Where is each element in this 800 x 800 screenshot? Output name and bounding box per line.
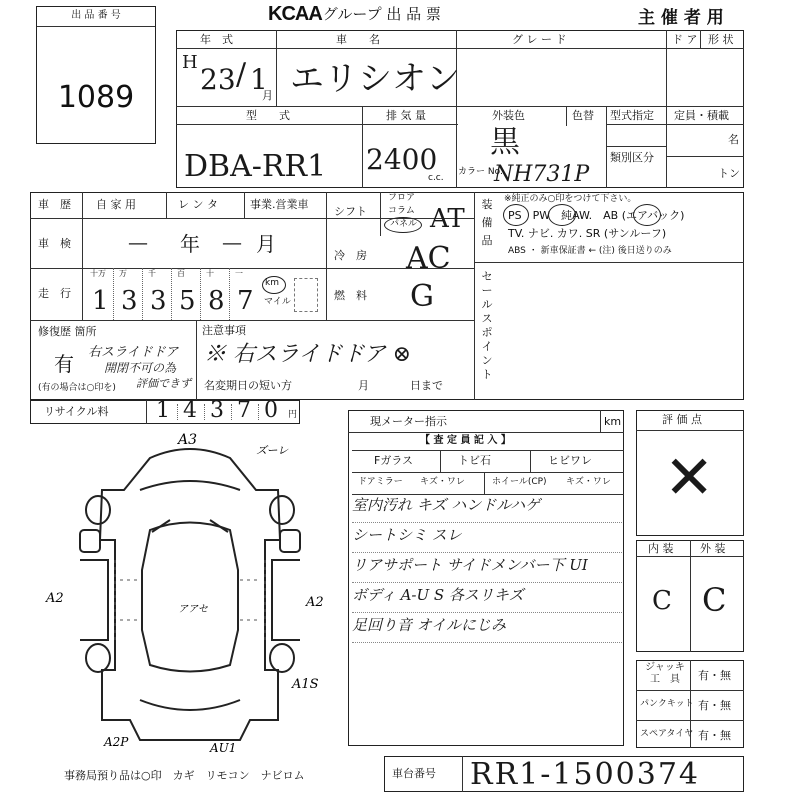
inspector-note: 室内汚れ キズ ハンドルハゲ [352, 496, 541, 514]
mark-au1: AU1 [210, 741, 237, 755]
car-damage-diagram [46, 430, 340, 760]
inspection-year-unit: 年 [180, 232, 200, 256]
era: H [182, 52, 198, 73]
recycle-digit: 3 [210, 398, 224, 423]
inspection-month: — [222, 230, 242, 254]
note-rule [352, 642, 622, 643]
note-rule [352, 582, 622, 583]
mark-a1s: A1S [292, 677, 319, 692]
ac-label: 冷 房 [334, 249, 367, 262]
pw-circle [548, 204, 576, 226]
lot-number: 1089 [57, 80, 135, 115]
due-label: 名変期日の短い方 [204, 379, 292, 392]
ps-circle [503, 204, 529, 226]
mile-check[interactable] [294, 278, 318, 312]
car-name-label: 車 名 [336, 33, 380, 46]
mileage-unit-label: 一 [235, 269, 243, 278]
history-label: 車 歴 [38, 198, 71, 211]
due-month: 月 [358, 379, 369, 392]
inspector-title: 【 査 定 員 記 入 】 [420, 435, 511, 446]
glass-label[interactable]: Fガラス [374, 454, 413, 467]
equipment-row3[interactable]: ABS ・ 新車保証書 ← (注) 後日送りのみ [508, 246, 672, 256]
inspector-note: ボディ A-U S 各スリキズ [352, 586, 524, 604]
model-label: 型 式 [246, 109, 290, 122]
mirror-label[interactable]: ドアミラー [358, 477, 403, 487]
mark-a2-right: A2 [306, 595, 324, 610]
mark-a3: A3 [178, 432, 198, 448]
meter-unit: km [604, 415, 622, 428]
mileage-unit-label: 十 [206, 269, 214, 278]
class-label: 類別区分 [610, 151, 654, 164]
jack-option[interactable]: 有・無 [698, 669, 731, 682]
history-private[interactable]: 自 家 用 [96, 198, 136, 211]
shift-panel[interactable]: パネル [390, 219, 418, 229]
mark-a2p: A2P [104, 735, 129, 749]
grade-label: グ レ ー ド [512, 33, 567, 46]
panel-circle [384, 217, 422, 233]
equipment-label: 装 備 品 [481, 198, 493, 247]
doors-label: ド ア [672, 33, 698, 46]
exterior-label: 外 装 [700, 542, 726, 555]
capacity-label: 定員・積載 [674, 109, 729, 122]
mileage-cell [84, 268, 114, 320]
caution-label: 注意事項 [202, 324, 246, 337]
wheel-label[interactable]: ホイール(CP) [492, 477, 547, 487]
inspector-note: 足回り音 オイルにじみ [352, 616, 507, 634]
mark-zure: ズーレ [256, 444, 289, 457]
note-rule [352, 522, 622, 523]
repair-note-1: 右スライドドア [88, 345, 179, 360]
chassis-label: 車台番号 [392, 767, 436, 780]
shift-label: シフト [334, 205, 367, 218]
shift-floor[interactable]: フロア [388, 193, 416, 203]
sales-point-label: セールスポイント [481, 270, 493, 381]
ab-circle [633, 204, 661, 226]
mileage-label: 走 行 [38, 287, 71, 300]
inspector-note: シートシミ スレ [352, 526, 462, 544]
spare-label: スペアタイヤ [640, 729, 694, 739]
mileage-digit: 7 [237, 286, 254, 316]
repair-note-2: 開閉不可の為 [104, 361, 177, 375]
displacement-label: 排 気 量 [386, 109, 426, 122]
mile-unit: マイル [264, 297, 291, 307]
recycle-digit: 0 [264, 398, 278, 423]
form-title: .グループ 出 品 票 [318, 5, 441, 23]
glass-crack[interactable]: ヒビワレ [548, 454, 592, 467]
cc-unit: c.c. [428, 173, 444, 183]
equipment-row1[interactable]: PS PW 純AW. AB (エアバック) [508, 209, 685, 222]
mileage-digit: 1 [92, 286, 109, 316]
history-rental[interactable]: レ ン タ [178, 198, 218, 211]
ton-unit: トン [718, 167, 740, 180]
mileage-cell [200, 268, 230, 320]
lot-number-box [36, 6, 156, 144]
type-spec-label: 型式指定 [610, 109, 654, 122]
recycle-divider [231, 404, 232, 420]
color-no-label: カラー No. [458, 167, 503, 177]
interior-label: 内 装 [648, 542, 674, 555]
shift-column[interactable]: コラム [388, 206, 415, 216]
color-change-label: 色替 [572, 109, 594, 122]
ac-value: AC [406, 241, 451, 276]
equipment-note: ※純正のみ○印をつけて下さい。 [504, 194, 637, 204]
body-label: 形 状 [708, 33, 734, 46]
inspection-month-unit: 月 [256, 232, 276, 256]
mileage-digit: 5 [179, 286, 196, 316]
year-slash: / [236, 57, 247, 92]
office-note: 事務局預り品は○印 カギ リモコン ナビロム [64, 769, 305, 782]
meter-label: 現メーター指示 [370, 415, 447, 428]
month-unit: 月 [262, 89, 273, 102]
mileage-cell [142, 268, 172, 320]
year-label: 年 式 [200, 33, 233, 46]
recycle-divider [204, 404, 205, 420]
mileage-cell [113, 268, 143, 320]
recycle-digit: 7 [237, 398, 251, 423]
car-name: エリシオン [290, 59, 460, 99]
mileage-digit: 3 [121, 286, 138, 316]
exterior-color: 黒 [490, 125, 520, 160]
organizer-label: 主 催 者 用 [638, 8, 724, 28]
fuel-label: 燃 料 [334, 289, 367, 302]
recycle-digit: 4 [183, 398, 197, 423]
shift-value: AT [430, 204, 465, 234]
mileage-unit-label: 万 [119, 269, 127, 278]
recycle-digit: 1 [156, 398, 170, 423]
lot-number-label: 出 品 番 号 [71, 10, 121, 21]
repair-sub: (有の場合は○印を) [38, 383, 116, 393]
recycle-divider [177, 404, 178, 420]
mirror-state[interactable]: キズ・ワレ [420, 477, 465, 487]
jack-label: ジャッキ 工 具 [645, 662, 685, 685]
model-code: DBA-RR1 [184, 149, 327, 184]
mileage-cell [171, 268, 201, 320]
grade-value: ✕ [664, 443, 715, 513]
seats-unit: 名 [728, 133, 739, 146]
model-year: 23 [200, 63, 236, 96]
note-rule [352, 552, 622, 553]
spare-option[interactable]: 有・無 [698, 729, 731, 742]
exterior-grade: C [702, 581, 727, 619]
model-month: 1 [250, 63, 268, 96]
mileage-digit: 8 [208, 286, 225, 316]
color-label: 外装色 [492, 109, 525, 122]
mileage-unit-label: 百 [177, 269, 185, 278]
inspection-year: — [128, 230, 148, 254]
caution-text: ※ 右スライドドア ⊗ [204, 342, 412, 367]
repair-label: 修復歴 箇所 [38, 325, 97, 338]
recycle-unit: 円 [288, 410, 298, 420]
mileage-cell [229, 268, 258, 320]
mileage-digit: 3 [150, 286, 167, 316]
equipment-row2[interactable]: TV. ナビ. カワ. SR (サンルーフ) [508, 227, 667, 240]
glass-chip[interactable]: トビ石 [458, 454, 491, 467]
inspection-label: 車 検 [38, 237, 71, 250]
puncture-option[interactable]: 有・無 [698, 699, 731, 712]
puncture-label: パンクキット [640, 699, 694, 709]
repair-note-3: 評価できず [136, 377, 191, 390]
wheel-state[interactable]: キズ・ワレ [566, 477, 611, 487]
displacement: 2400 [366, 143, 438, 176]
fuel-value: G [410, 279, 434, 314]
recycle-label: リサイクル料 [44, 405, 109, 418]
chassis-number: RR1-1500374 [470, 757, 701, 792]
brand-logo: KCAA [268, 3, 322, 25]
recycle-divider [258, 404, 259, 420]
history-business[interactable]: 事業.営業車 [250, 198, 309, 211]
interior-grade: C [652, 586, 672, 616]
mark-roof: アアセ [178, 604, 208, 615]
color-code: NH731P [494, 162, 590, 187]
grade-label: 評 価 点 [662, 413, 702, 426]
repair-value: 有 [54, 352, 74, 376]
mileage-unit-label: 十万 [90, 269, 106, 278]
due-day: 日まで [410, 379, 443, 392]
mark-a2-left: A2 [46, 591, 64, 606]
km-unit: km [265, 278, 279, 288]
note-rule [352, 612, 622, 613]
mileage-unit-label: 千 [148, 269, 156, 278]
inspector-note: リアサポート サイドメンバー下 UI [352, 556, 588, 574]
